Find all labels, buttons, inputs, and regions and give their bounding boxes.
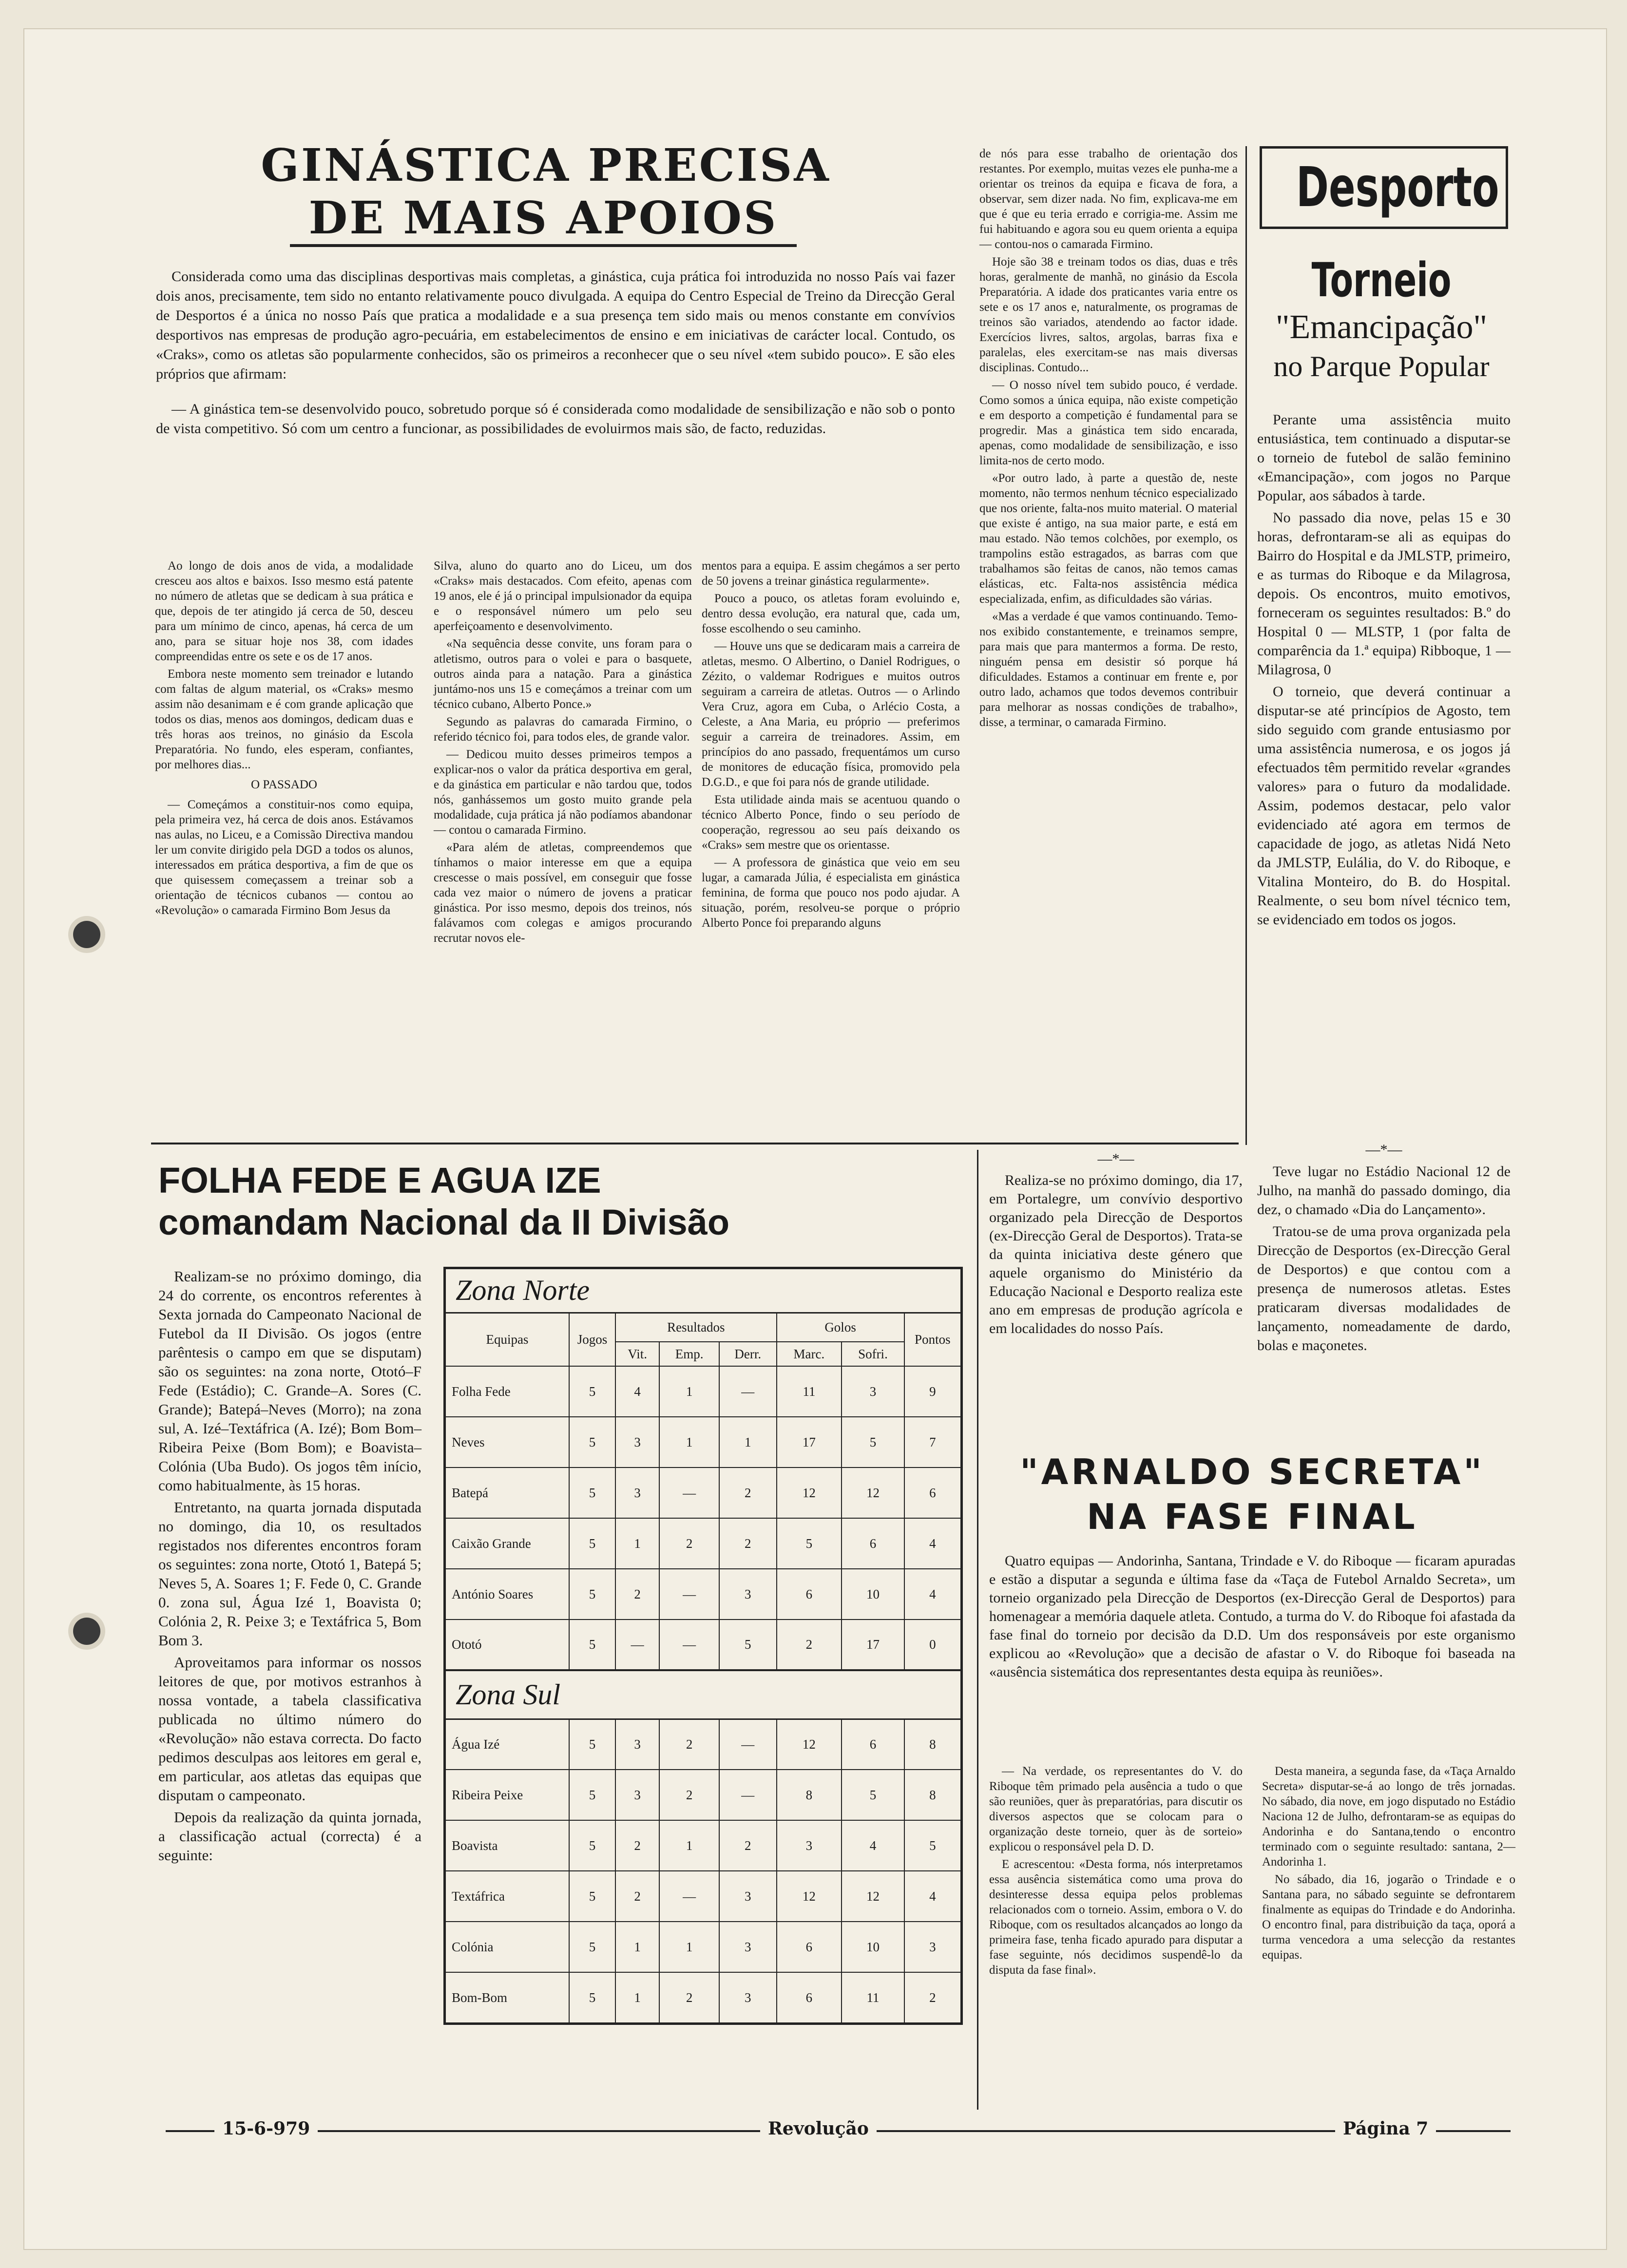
table-cell: 5 [842, 1770, 904, 1820]
table-row [445, 1770, 961, 1820]
gym-c2-p4: — Dedicou muito desses primeiros tempos a explicar-nos o valor da prática desportiva em geral, e da ginástica em particular e não tardou que, todos nós, ganhássemos um gosto muito grande pela modalidade, cuja prática já não podíamos abandonar — contou o camarada Firmino. [434, 748, 692, 837]
table-cell: 2 [659, 1972, 719, 2023]
table-cell: 1 [615, 1972, 659, 2023]
table-cell: 2 [615, 1569, 659, 1620]
league-table [443, 1267, 963, 2025]
table-cell: 12 [842, 1871, 904, 1922]
torneio-headline-3: no Parque Popular [1273, 350, 1490, 382]
table-cell: — [659, 1468, 719, 1518]
table-cell: 5 [777, 1518, 842, 1569]
arnaldo-headline-1: "ARNALDO SECRETA" [1020, 1451, 1485, 1492]
portalegre-p1: Realiza-se no próximo domingo, dia 17, em Portalegre, um convívio desportivo organizado pela Direcção de Desportos (ex-Direcção Geral de Desportos). Trata-se da quinta iniciativa deste género que aquele organismo do Ministério da Educação Nacional e Desporto realiza este ano em empresas de produção agrícola e em localidades do nosso País. [989, 1172, 1243, 1336]
table-cell: 10 [842, 1922, 904, 1972]
table-cell: — [615, 1620, 659, 1670]
col-pontos: Pontos [904, 1313, 961, 1366]
table-cell: 5 [719, 1620, 776, 1670]
table-cell: 11 [777, 1366, 842, 1417]
col-marc: Marc. [777, 1342, 842, 1366]
col-derr: Derr. [719, 1342, 776, 1366]
table-cell: 2 [659, 1770, 719, 1820]
table-cell: 3 [719, 1922, 776, 1972]
table-cell: 5 [569, 1569, 615, 1620]
table-cell: 5 [569, 1719, 615, 1770]
gym-quote-paragraph: — A ginástica tem-se desenvolvido pouco, sobretudo porque só é considerada como modalidade de sensibilização e não sob o ponto de vista competitivo. Só com um centro a funcionar, as possibilidades de evoluirmos mais são, de facto, reduzidas. [156, 401, 955, 437]
gym-c2-p3: Segundo as palavras do camarada Firmino, o referido técnico foi, para todos eles, de grande valor. [434, 715, 692, 743]
col-sofr: Sofri. [842, 1342, 904, 1366]
gym-c1-subheading: O PASSADO [251, 778, 317, 791]
table-row [445, 1972, 961, 2023]
gym-c1-p2: Embora neste momento sem treinador e lutando com faltas de algum material, os «Craks» mesmo assim não desanimam e é com grande aplicação que todos os dias, menos aos domingos, dedicam duas e três horas aos treinos, no ginásio da Escola Preparatória. No fundo, eles esperam, confiantes, por melhores dias... [155, 667, 413, 771]
gym-c2-p1: Silva, aluno do quarto ano do Liceu, um dos «Craks» mais destacados. Com efeito, apenas com 19 anos, ele é já o principal impulsionador da equipa e o responsável número um pelo seu aperfeiçoamento e desenvolvimento. [434, 559, 692, 633]
lancamento-p1: Teve lugar no Estádio Nacional 12 de Julho, na manhã do passado domingo, dia dez, o chamado «Dia do Lançamento». [1257, 1163, 1511, 1218]
table-row [445, 1468, 961, 1518]
table-cell: 1 [659, 1922, 719, 1972]
table-row [445, 1417, 961, 1468]
table-cell: 1 [659, 1417, 719, 1468]
table-cell: 2 [719, 1518, 776, 1569]
table-cell: 4 [615, 1366, 659, 1417]
column-rule [1245, 146, 1247, 1145]
zona-norte-title: Zona Norte [445, 1269, 961, 1313]
table-cell: 5 [569, 1518, 615, 1569]
col-vit: Vit. [615, 1342, 659, 1366]
table-cell: 12 [842, 1468, 904, 1518]
col-resultados: Resultados [615, 1313, 776, 1342]
arnaldo-lead-p: Quatro equipas — Andorinha, Santana, Trindade e V. do Riboque — ficaram apuradas e estão a disputar a segunda e última fase da «Taça de Futebol Arnaldo Secreta», um torneio organizado pela Direcção de Desportos (ex-Direcção Geral de Desportos) para homenagear a memória daquele atleta. Contudo, a turma do V. do Riboque foi afastada da fase final do torneio por decisão da D.D. Um dos responsáveis por este organismo explicou ao «Revolução» que a decisão de afastar o V. do Riboque foi baseada na «ausência sistemática dos representantes desta equipa às reuniões». [989, 1553, 1515, 1680]
football-headline [158, 1160, 987, 1243]
gym-c1-p1: Ao longo de dois anos de vida, a modalidade cresceu aos altos e baixos. Isso mesmo está patente no número de atletas que se dedicam à sua prática e que, depois de ter atingido já cerca de 50, desceu para um mínimo de cinco, apenas, há cerca de um ano, para se situar hoje nos 38, com idades compreendidas entre os sete e os de 17 anos. [155, 559, 413, 663]
separator-2: —*— [1097, 1151, 1134, 1167]
section-rule [151, 1143, 1239, 1144]
football-p3: Aproveitamos para informar os nossos leitores de que, por motivos estranhos à nossa vontade, a tabela classificativa publicada no último número do «Revolução» não estava correcta. Do facto pedimos desculpas aos leitores em geral e, em particular, aos atletas das equipas que disputam o campeonato. [158, 1654, 421, 1804]
table-cell: 11 [842, 1972, 904, 2023]
table-cell: 3 [719, 1871, 776, 1922]
table-cell: — [719, 1366, 776, 1417]
table-cell: 2 [719, 1820, 776, 1871]
table-cell: — [659, 1569, 719, 1620]
table-cell: 8 [904, 1719, 961, 1770]
table-cell: 0 [904, 1620, 961, 1670]
table-row [445, 1871, 961, 1922]
table-cell: 12 [777, 1468, 842, 1518]
table-cell: 6 [842, 1518, 904, 1569]
footer-date: 15-6-979 [214, 2118, 318, 2139]
football-headline-2: comandam Nacional da II Divisão [158, 1202, 730, 1242]
gym-c2-p5: «Para além de atletas, compreendemos que tínhamos o maior interesse em que a equipa crescesse o mais possível, em conseguir que fosse cada vez maior o número de jovens a praticar ginástica. Por isso mesmo, depois dos treinos, nós falávamos com colegas e amigos procurando recrutar novos ele- [434, 841, 692, 945]
gym-intro [156, 267, 955, 441]
table-cell: 1 [659, 1366, 719, 1417]
table-cell: 3 [615, 1719, 659, 1770]
gym-headline [185, 139, 906, 247]
table-cell: 3 [719, 1972, 776, 2023]
table-cell: 3 [777, 1820, 842, 1871]
table-cell: 2 [615, 1820, 659, 1871]
binder-hole-bottom [73, 1618, 100, 1645]
table-cell: 3 [615, 1417, 659, 1468]
table-row [445, 1719, 961, 1770]
football-p4: Depois da realização da quinta jornada, a classificação actual (correcta) é a seguinte: [158, 1809, 421, 1864]
table-cell: 10 [842, 1569, 904, 1620]
arnaldo-col-1 [989, 1764, 1243, 1980]
team-name: Neves [445, 1417, 569, 1468]
table-cell: 8 [904, 1770, 961, 1820]
table-row [445, 1820, 961, 1871]
team-name: Ototó [445, 1620, 569, 1670]
gym-intro-paragraph: Considerada como uma das disciplinas desportivas mais completas, a ginástica, cuja prática foi introduzida no nosso País vai fazer dois anos, precisamente, tem sido no entanto relativamente pouco divulgada. A equipa do Centro Especial de Treino da Direcção Geral de Desportos é a única no nosso País que pratica a modalidade e a sua presença tem sido mais ou menos constante em convívios desportivos nas empresas de produção agro-pecuária, em estabelecimentos de ensino e em iniciativas de carácter local. Contudo, os «Craks», como os atletas são popularmente conhecidos, são os primeiros a reconhecer que o seu nível «tem subido pouco». E são eles próprios que afirmam: [156, 268, 955, 382]
lancamento-body [1257, 1140, 1511, 1358]
gym-c4-p2: Hoje são 38 e treinam todos os dias, duas e três horas, geralmente de manhã, no ginásio da Escola Preparatória. A idade dos praticantes varia entre os sete e os 17 anos e, naturalmente, os programas de treinos são variados, atendendo ao factor idade. Exercícios livres, saltos, argolas, barras fixa e paralelas, eles exercitam-se nas mais diversas disciplinas. Contudo... [979, 255, 1238, 374]
portalegre-body [989, 1150, 1243, 1341]
table-cell: 1 [659, 1820, 719, 1871]
torneio-p1: Perante uma assistência muito entusiástica, tem continuado a disputar-se o torneio de futebol de salão feminino «Emancipação», com jogos no Parque Popular, aos sábados à tarde. [1257, 412, 1511, 504]
arnaldo-headline-2: NA FASE FINAL [1087, 1496, 1418, 1537]
arnaldo-col-2 [1262, 1764, 1515, 1965]
table-cell: — [659, 1620, 719, 1670]
team-name: Ribeira Peixe [445, 1770, 569, 1820]
gym-c3-p1: mentos para a equipa. E assim chegámos a ser perto de 50 jovens a treinar ginástica regularmente». [702, 559, 960, 588]
team-name: Água Izé [445, 1719, 569, 1770]
table-cell: 7 [904, 1417, 961, 1468]
table-cell: 2 [659, 1518, 719, 1569]
gym-headline-line-1: GINÁSTICA PRECISA [261, 139, 831, 191]
table-cell: — [719, 1719, 776, 1770]
torneio-p3: O torneio, que deverá continuar a disputar-se até princípios de Agosto, tem sido seguido com grande entusiasmo por uma assistência numerosa, e os jogos já efectuados têm permitido revelar «grandes valores» para o futuro da modalidade. Assim, podemos destacar, pelo valor evidenciado até agora em termos de capacidade de jogo, as atletas Nidá Neto da JMLSTP, Eulália, do V. do Riboque, e Vitalina Monteiro, do B. do Hospital. Realmente, o seu bom nível técnico tem, se evidenciado em todos os jogos. [1257, 684, 1511, 928]
table-cell: 6 [777, 1972, 842, 2023]
arnaldo-c2-p1: Desta maneira, a segunda fase, da «Taça Arnaldo Secreta» disputar-se-á ao longo de três jornadas. No sábado, dia nove, em jogo disputado no Estádio Naciona 12 de Julho, defrontaram-se as equipas do Andorinha e do Santana,tendo o encontro terminado com o seguinte resultado: santana, 2—Andorinha 1. [1262, 1765, 1515, 1868]
gym-c4-p5: «Mas a verdade é que vamos continuando. Temo-nos exibido constantemente, e treinamos sempre, para mais que para mantermos a forma. De resto, ninguém pensa em desistir só porque há dificuldades. Estamos a continuar em frente e, por outro lado, achamos que todos devemos contribuir para melhorar as nossas condições de trabalho», disse, a terminar, o camarada Firmino. [979, 610, 1238, 729]
table-cell: 6 [777, 1569, 842, 1620]
gym-c3-p2: Pouco a pouco, os atletas foram evoluindo e, dentro dessa evolução, era natural que, cada um, fosse escolhendo o seu caminho. [702, 592, 960, 635]
table-cell: 5 [904, 1820, 961, 1871]
table-cell: 3 [615, 1770, 659, 1820]
torneio-headline [1255, 253, 1508, 385]
table-cell: 6 [842, 1719, 904, 1770]
table-cell: 4 [904, 1569, 961, 1620]
table-cell: 5 [842, 1417, 904, 1468]
table-cell: 5 [569, 1972, 615, 2023]
gym-c3-p3: — Houve uns que se dedicaram mais a carreira de atletas, mesmo. O Albertino, o Daniel Rodrigues, o Zézito, o valdemar Rodrigues e muitos outros seguiram a carreira de atletas. Outros — o Arlindo Vera Cruz, agora em Cuba, o Arlécio Costa, a Celeste, a Ana Maria, eu próprio — preferimos seguir a carreira de treinadores. Assim, em princípios do ano passado, frequentámos um curso de monitores de educação física, promovido pela D.G.D., e que foi para nós de grande utilidade. [702, 640, 960, 789]
gym-c2-p2: «Na sequência desse convite, uns foram para o atletismo, outros para o volei e para o basquete, outros ainda para a natação. Para a ginástica juntámo-nos uns 15 e começámos a treinar com um técnico cubano, Alberto Ponce.» [434, 637, 692, 711]
table-cell: 3 [904, 1922, 961, 1972]
table-cell: 1 [615, 1518, 659, 1569]
table-cell: 5 [569, 1820, 615, 1871]
team-name: Bom-Bom [445, 1972, 569, 2023]
table-cell: 9 [904, 1366, 961, 1417]
col-golos: Golos [777, 1313, 904, 1342]
table-row [445, 1922, 961, 1972]
table-cell: 5 [569, 1468, 615, 1518]
table-cell: 3 [719, 1569, 776, 1620]
table-cell: 4 [842, 1820, 904, 1871]
arnaldo-c1-p1: — Na verdade, os representantes do V. do Riboque têm primado pela ausência a tudo o que são reuniões, quer às preparatórias, para discutir os diversos aspectos que se colocam para o organização deste torneio, quer às de sorteio» explicou o responsável pela D. D. [989, 1765, 1243, 1853]
separator: —*— [1365, 1142, 1402, 1158]
table-row [445, 1366, 961, 1417]
table-cell: 12 [777, 1871, 842, 1922]
table-cell: 2 [719, 1468, 776, 1518]
torneio-body [1257, 410, 1511, 932]
table-cell: 1 [719, 1417, 776, 1468]
footer-page-number: Página 7 [1335, 2118, 1436, 2139]
col-jogos: Jogos [569, 1313, 615, 1366]
table-row [445, 1569, 961, 1620]
team-name: Batepá [445, 1468, 569, 1518]
gym-column-3 [702, 558, 960, 933]
table-cell: 17 [777, 1417, 842, 1468]
football-p1: Realizam-se no próximo domingo, dia 24 do corrente, os encontros referentes à Sexta jornada do Campeonato Nacional de Futebol da II Divisão. Os jogos (entre parêntesis o campo em que se disputam) são os seguintes: na zona norte, Ototó–F Fede (Estádio); C. Grande–A. Sores (C. Grande); Batepá–Neves (Morro); na zona sul, A. Izé–Textáfrica (A. Izé); Bom Bom–Ribeira Peixe (Bom Bom); e Boavista–Colónia (Uba Budo). Os jogos têm início, como habitualmente, às 15 horas. [158, 1268, 421, 1494]
table-cell: 5 [569, 1922, 615, 1972]
gym-column-1 [155, 558, 413, 920]
team-name: Boavista [445, 1820, 569, 1871]
table-cell: 12 [777, 1719, 842, 1770]
table-cell: 2 [777, 1620, 842, 1670]
gym-c1-p3: — Começámos a constituir-nos como equipa, pela primeira vez, há cerca de dois anos. Estávamos nas aulas, no Liceu, e a Comissão Directiva mandou ler um convite dirigido pela DGD a todos os alunos, interessados em prática desportiva, a fim de que os que quisessem começassem a treinar sob a orientação de técnicos cubanos — contou ao «Revolução» o camarada Firmino Bom Jesus da [155, 798, 413, 917]
table-cell: 1 [615, 1922, 659, 1972]
table-cell: — [659, 1871, 719, 1922]
binder-hole-top [73, 921, 100, 948]
table-cell: 2 [659, 1719, 719, 1770]
football-p2: Entretanto, na quarta jornada disputada no domingo, dia 10, os resultados registados nos diferentes encontros foram os seguintes: zona norte, Ototó 1, Batepá 5; Neves 5, A. Soares 1; F. Fede 0, C. Grande 0. zona sul, Água Izé 1, Boavista 0; Colónia 2, R. Peixe 3; e Textáfrica 5, Bom Bom 3. [158, 1499, 421, 1649]
table-cell: 8 [777, 1770, 842, 1820]
table-cell: — [719, 1770, 776, 1820]
table-cell: 4 [904, 1518, 961, 1569]
table-cell: 5 [569, 1366, 615, 1417]
arnaldo-c1-p2: E acrescentou: «Desta forma, nós interpretamos essa ausência sistemática como uma prova do desinteresse dessa equipa pelos problemas relacionados com o torneio. Assim, embora o V. do Riboque, com os resultados alcançados ao longo da primeira fase, tenha ficado apurado para disputar a fase seguinte, nós decidimos suspendê-lo da disputa da fase final». [989, 1858, 1243, 1977]
table-cell: 3 [615, 1468, 659, 1518]
section-box [1260, 146, 1508, 229]
column-rule-2 [977, 1150, 978, 2110]
gym-column-4 [979, 146, 1238, 732]
torneio-headline-1: Torneio [1311, 253, 1452, 307]
gym-c4-p4: «Por outro lado, à parte a questão de, neste momento, não termos nenhum técnico especializado que nos oriente, falta-nos muito material. O material que existe é antigo, na sua maior parte, e está em mau estado. Não temos colchões, por exemplo, os trampolins estão estragados, as barras com que trabalhamos são feitas de canos, não temos camas elásticas, etc. Falta-nos assistência médica especializada, enfim, as dificuldades são várias. [979, 472, 1238, 606]
team-name: Folha Fede [445, 1366, 569, 1417]
team-name: Textáfrica [445, 1871, 569, 1922]
torneio-headline-2: "Emancipação" [1275, 308, 1488, 346]
football-body [158, 1267, 421, 1868]
table-cell: 6 [904, 1468, 961, 1518]
table-cell: 2 [615, 1871, 659, 1922]
gym-c3-p5: — A professora de ginástica que veio em seu lugar, a camarada Júlia, é especialista em ginástica feminina, de forma que pouco nos podo ajudar. A situação, porém, resolveu-se porque o próprio Alberto Ponce foi preparando alguns [702, 856, 960, 930]
gym-c4-p3: — O nosso nível tem subido pouco, é verdade. Como somos a única equipa, não existe competição e em desporto a competição é fundamental para se progredir. Mas a ginástica tem sido encarada, apenas, como modalidade de sensibilização, e isso limita-nos de certo modo. [979, 379, 1238, 467]
team-name: António Soares [445, 1569, 569, 1620]
table-cell: 3 [842, 1366, 904, 1417]
page-footer [156, 2118, 1515, 2143]
table-row [445, 1518, 961, 1569]
gym-column-2 [434, 558, 692, 948]
team-name: Colónia [445, 1922, 569, 1972]
gym-c3-p4: Esta utilidade ainda mais se acentuou quando o técnico Alberto Ponce, findo o seu período de cooperação, regressou ao seu país deixando os «Craks» sem mestre que os orientasse. [702, 793, 960, 852]
arnaldo-headline [989, 1449, 1515, 1539]
table-cell: 4 [904, 1871, 961, 1922]
arnaldo-lead [989, 1552, 1515, 1684]
gym-headline-line-2: DE MAIS APOIOS [290, 191, 797, 247]
football-headline-1: FOLHA FEDE E AGUA IZE [158, 1160, 601, 1201]
lancamento-p2: Tratou-se de uma prova organizada pela Direcção de Desportos (ex-Direcção Geral de Desportos) e que contou com a presença de numerosos atletas. Estes praticaram diversas modalidades de lançamento, nomeadamente de dardo, bolas e maçonetes. [1257, 1223, 1511, 1353]
section-title: Desporto [1296, 156, 1499, 219]
team-name: Caixão Grande [445, 1518, 569, 1569]
table-row [445, 1620, 961, 1670]
table-cell: 5 [569, 1770, 615, 1820]
torneio-p2: No passado dia nove, pelas 15 e 30 horas, defrontaram-se ali as equipas do Bairro do Hospital e da JMLSTP, primeiro, e as turmas do Riboque e da Milagrosa, depois. Os encontros, muito emotivos, forneceram os seguintes resultados: B.º do Hospital 0 — MLSTP, 1 (por falta de comparência da 1.ª equipa) Ribboque, 1 — Milagrosa, 0 [1257, 510, 1511, 678]
table-cell: 17 [842, 1620, 904, 1670]
gym-c4-p1: de nós para esse trabalho de orientação dos restantes. Por exemplo, muitas vezes ele punha-me a orientar os treinos da equipa e ficava de fora, a observar, sem dizer nada. No fim, explicava-me em que é que eu teria errado e corrigia-me. Assim me fui habituando e agora sou eu quem orienta a equipa — contou-nos o camarada Firmino. [979, 147, 1238, 251]
table-cell: 5 [569, 1620, 615, 1670]
col-equipas: Equipas [445, 1313, 569, 1366]
arnaldo-c2-p2: No sábado, dia 16, jogarão o Trindade e o Santana para, no sábado seguinte se defrontarem finalmente as equipas do Trindade e do Andorinha. O encontro final, para distribuição da taça, oporá a turma vencedora a uma selecção da restantes equipas. [1262, 1873, 1515, 1962]
table-cell: 5 [569, 1417, 615, 1468]
col-emp: Emp. [659, 1342, 719, 1366]
footer-paper-name: Revolução [760, 2118, 877, 2139]
zona-sul-title: Zona Sul [445, 1670, 961, 1719]
table-cell: 6 [777, 1922, 842, 1972]
table-cell: 5 [569, 1871, 615, 1922]
table-cell: 2 [904, 1972, 961, 2023]
